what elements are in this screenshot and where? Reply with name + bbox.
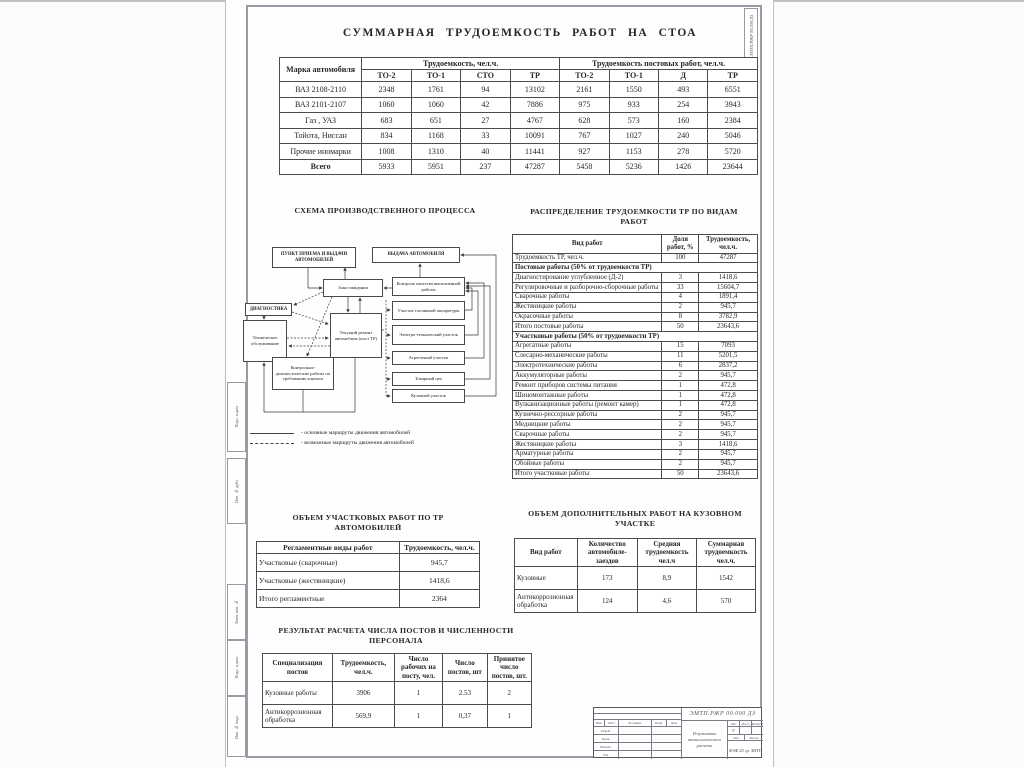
margin-stamp: Взам. инв. № <box>227 584 246 640</box>
table-row: Сварочные работы 4 1891,4 <box>513 292 758 302</box>
table-row: Итого постовые работы 50 23643,6 <box>513 322 758 332</box>
table-row: Итого участковые работы 50 23643,6 <box>513 469 758 479</box>
table-row: Жестяницкие работы 2 945,7 <box>513 302 758 312</box>
flow-box-diagnostics: ДИАГНОСТИКА <box>245 303 292 316</box>
table-row: Тойота, Ниссан 834 1168 33 10091 767 1027 240 5046 <box>280 128 758 144</box>
precinct-title: ОБЪЕМ УЧАСТКОВЫХ РАБОТ ПО ТР АВТОМОБИЛЕЙ <box>292 513 444 533</box>
legend-possible-routes: - возможные маршруты движения автомобилей <box>250 440 500 446</box>
flow-box-control-diagnostic-works: Контрольно-диагностические работы по требованию клиента <box>272 357 334 390</box>
margin-stamp: Подп. и дата <box>227 382 246 452</box>
corner-doc-number: ЭМТП.РЖР 00.000 ДЗ <box>744 8 758 64</box>
diagram-title: СХЕМА ПРОИЗВОДСТВЕННОГО ПРОЦЕССА <box>294 206 476 215</box>
table-row: Сварочные работы 2 945,7 <box>513 430 758 440</box>
table-row: Участковые (сварочные) 945,7 <box>257 554 480 572</box>
table-row: Ремонт приборов системы питания 1 472,8 <box>513 381 758 391</box>
flow-box-quality-control: Контроль качества выполненной работы <box>392 277 465 296</box>
flow-box-current-repair: Текущий ремонт автомобиля (пост ТР) <box>330 313 382 358</box>
doc-title: Результаты технологического расчета <box>682 721 728 759</box>
precinct-table: Регламентные виды работ Трудоемкость, чел.ч. Участковые (сварочные) 945,7 Участковые (жестяницкие) 1418,6 Итого регламентные 2364 <box>256 541 480 608</box>
table-row: ВАЗ 2101-2107 1060 1060 42 7886 975 933 254 3943 <box>280 97 758 113</box>
table-row: Участковые (жестяницкие) 1418,6 <box>257 572 480 590</box>
page-title: СУММАРНАЯ ТРУДОЕМКОСТЬ РАБОТ НА СТОА <box>342 27 698 39</box>
table-row: Кузовные работы 3906 1 2.53 2 <box>263 682 532 705</box>
table-row: Кузовные 173 8,9 1542 <box>515 567 756 590</box>
table-row: Прочие иномарки 1008 1310 40 11441 927 1153 278 5720 <box>280 144 758 160</box>
diagram-legend <box>250 430 500 450</box>
additional-table: Вид работ Количество автомобиле-заездов Средняя трудоемкость чел.ч Суммарная трудоемкость чел.ч. Кузовные 173 8,9 1542 Антикоррозионная обработка 124 4,6 570 <box>514 538 756 613</box>
doc-number: ЭМТП.РЖР 00.000 ДЗ <box>682 708 763 721</box>
flow-box-body-section: Кузовной участок <box>392 389 465 403</box>
table-row: Агрегатные работы 15 7093 <box>513 341 758 351</box>
table-row: Кузнечно-рессорные работы 2 945,7 <box>513 410 758 420</box>
margin-stamp: Подп. и дата <box>227 640 246 696</box>
additional-title: ОБЪЕМ ДОПОЛНИТЕЛЬНЫХ РАБОТ НА КУЗОВНОМ УЧАСТКЕ <box>528 509 742 529</box>
flow-box-lathe-shop: Токарный цех <box>392 372 465 386</box>
summary-col-brand: Марка автомобиля <box>280 58 362 82</box>
litera-value: У <box>728 727 740 735</box>
summary-group-1: Трудоемкость, чел.ч. <box>362 58 560 70</box>
table-row: Арматурные работы 2 945,7 <box>513 449 758 459</box>
posts-table: Специализация постов Трудоемкость, чел.ч. Число рабочих на посту, чел. Число постов, шт Принятое число постов, шт. Кузовные работы 3906 1 2.53 2 Антикоррозионная обработка 569,9 1 0,37 1 <box>262 653 532 728</box>
table-row: Медницкие работы 2 945,7 <box>513 420 758 430</box>
table-row: Итого регламентные 2364 <box>257 590 480 608</box>
flow-box-fuel-section: Участок топливной аппаратуры <box>392 301 465 320</box>
margin-stamp: Инв. № подл. <box>227 696 246 757</box>
table-row: Антикоррозионная обработка 569,9 1 0,37 1 <box>263 705 532 728</box>
flow-box-aggregate-section: Агрегатный участок <box>392 351 465 365</box>
posts-title: РЕЗУЛЬТАТ РАСЧЕТА ЧИСЛА ПОСТОВ И ЧИСЛЕННОСТИ ПЕРСОНАЛА <box>278 626 514 646</box>
table-row: Вулканизационные работы (ремонт камер) 1 472,8 <box>513 400 758 410</box>
table-row: Шиномонтажные работы 1 472,8 <box>513 391 758 401</box>
table-row: Газ , УАЗ 683 651 27 4767 628 573 160 2384 <box>280 113 758 129</box>
table-row: Диагностирование углубленное (Д-2) 3 1418,6 <box>513 273 758 283</box>
summary-table: Марка автомобиля Трудоемкость, чел.ч. Трудоемкость постовых работ, чел.ч. ТО-2 ТО-1 СТО ТР ТО-2 ТО-1 Д ТР ВАЗ 2108-2110 2348 1761 94 13102 2161 1550 493 6551 ВАЗ 2101-2107 1060 1060 42 7886 975 933 254 3943 Газ , УАЗ 683 651 27 4767 628 573 160 2384 Тойота, Ниссан 834 1168 33 10091 767 1027 240 5046 Прочие иномарки 1008 1310 40 11441 927 1153 278 5720 Всего 5933 5951 237 47287 5458 5236 1426 23644 <box>279 57 758 175</box>
table-row: Участковые работы (50% от трудоемкости ТР) <box>513 332 758 342</box>
table-row: ВАЗ 2108-2110 2348 1761 94 13102 2161 1550 493 6551 <box>280 82 758 98</box>
flow-box-electro-section: Электро-технический участок <box>392 325 465 345</box>
group-designation: ФЗФ 45 гр. ЗИТП <box>729 747 762 753</box>
flow-box-car-release: ВЫДАЧА АВТОМОБИЛЯ <box>372 247 460 263</box>
flow-box-maintenance: Техническое обслуживание <box>243 320 287 362</box>
table-row: Слесарно-механические работы 11 5201,5 <box>513 351 758 361</box>
summary-group-2: Трудоемкость постовых работ, чел.ч. <box>560 58 758 70</box>
solid-line-sample <box>250 433 294 434</box>
table-row: Трудоемкость ТР, чел.ч. 100 47287 <box>513 253 758 263</box>
dashed-line-sample <box>250 443 294 444</box>
table-row: Регулировочные и разборочно-сборочные работы 33 15604,7 <box>513 283 758 293</box>
table-row: Жестяницкие работы 3 1418,6 <box>513 440 758 450</box>
table-row: Аккумуляторные работы 2 945,7 <box>513 371 758 381</box>
distribution-title: РАСПРЕДЕЛЕНИЕ ТРУДОЕМКОСТИ ТР ПО ВИДАМ РАБОТ <box>530 207 738 227</box>
flow-box-reception: ПУНКТ ПРИЕМА И ВЫДАЧИ АВТОМОБИЛЕЙ <box>272 247 356 268</box>
table-row: Окрасочные работы 8 3782,9 <box>513 312 758 322</box>
table-row: Всего 5933 5951 237 47287 5458 5236 1426 23644 <box>280 159 758 175</box>
table-row: Электротехнические работы 6 2837,2 <box>513 361 758 371</box>
legend-main-routes: - основные маршруты движения автомобилей <box>250 430 500 436</box>
flow-box-waiting-zone: Зона ожидания <box>323 279 383 297</box>
table-row: Обойные работы 2 945,7 <box>513 459 758 469</box>
title-block: Изм. Лист № докум. Подп. Дата Разраб. Пров. Н.контр. Утв. ЭМТП.РЖР 00.000 ДЗ Результаты технологического расчета Лит. Масса Масштаб У Лист Листов ФЗФ 45 гр. ЗИТП <box>593 707 762 758</box>
margin-stamp: Инв. № дубл. <box>227 458 246 524</box>
table-row: Постовые работы (50% от трудоемкости ТР) <box>513 263 758 273</box>
table-row: Антикоррозионная обработка 124 4,6 570 <box>515 590 756 613</box>
distribution-table: Вид работ Доля работ, % Трудоемкость, чел.ч. Трудоемкость ТР, чел.ч. 100 47287 Постовые работы (50% от трудоемкости ТР) Диагностирование углубленное (Д-2) 3 1418,6 Регулировочные и разборочно-сборочные работы 33 15604,7 Сварочные работы 4 1891,4 Жестяницкие работы 2 945,7 Окрасочные работы 8 3782,9 Итого постовые работы 50 23643,6 Участковые работы (50% от трудоемкости ТР) Агрегатные работы 15 7093 Слесарно-механические работы 11 5201,5 Электротехнические работы 6 2837,2 Аккумуляторные работы 2 945,7 Ремонт приборов системы питания 1 472,8 Шиномонтажные работы 1 472,8 Вулканизационные работы (ремонт камер) 1 472,8 Кузнечно-рессорные работы 2 945,7 Медницкие работы 2 945,7 Сварочные работы 2 945,7 Жестяницкие работы 3 1418,6 Арматурные работы 2 945,7 Обойные работы 2 945,7 Итого участковые работы 50 23643,6 <box>512 234 758 479</box>
flow-connectors <box>238 240 518 455</box>
